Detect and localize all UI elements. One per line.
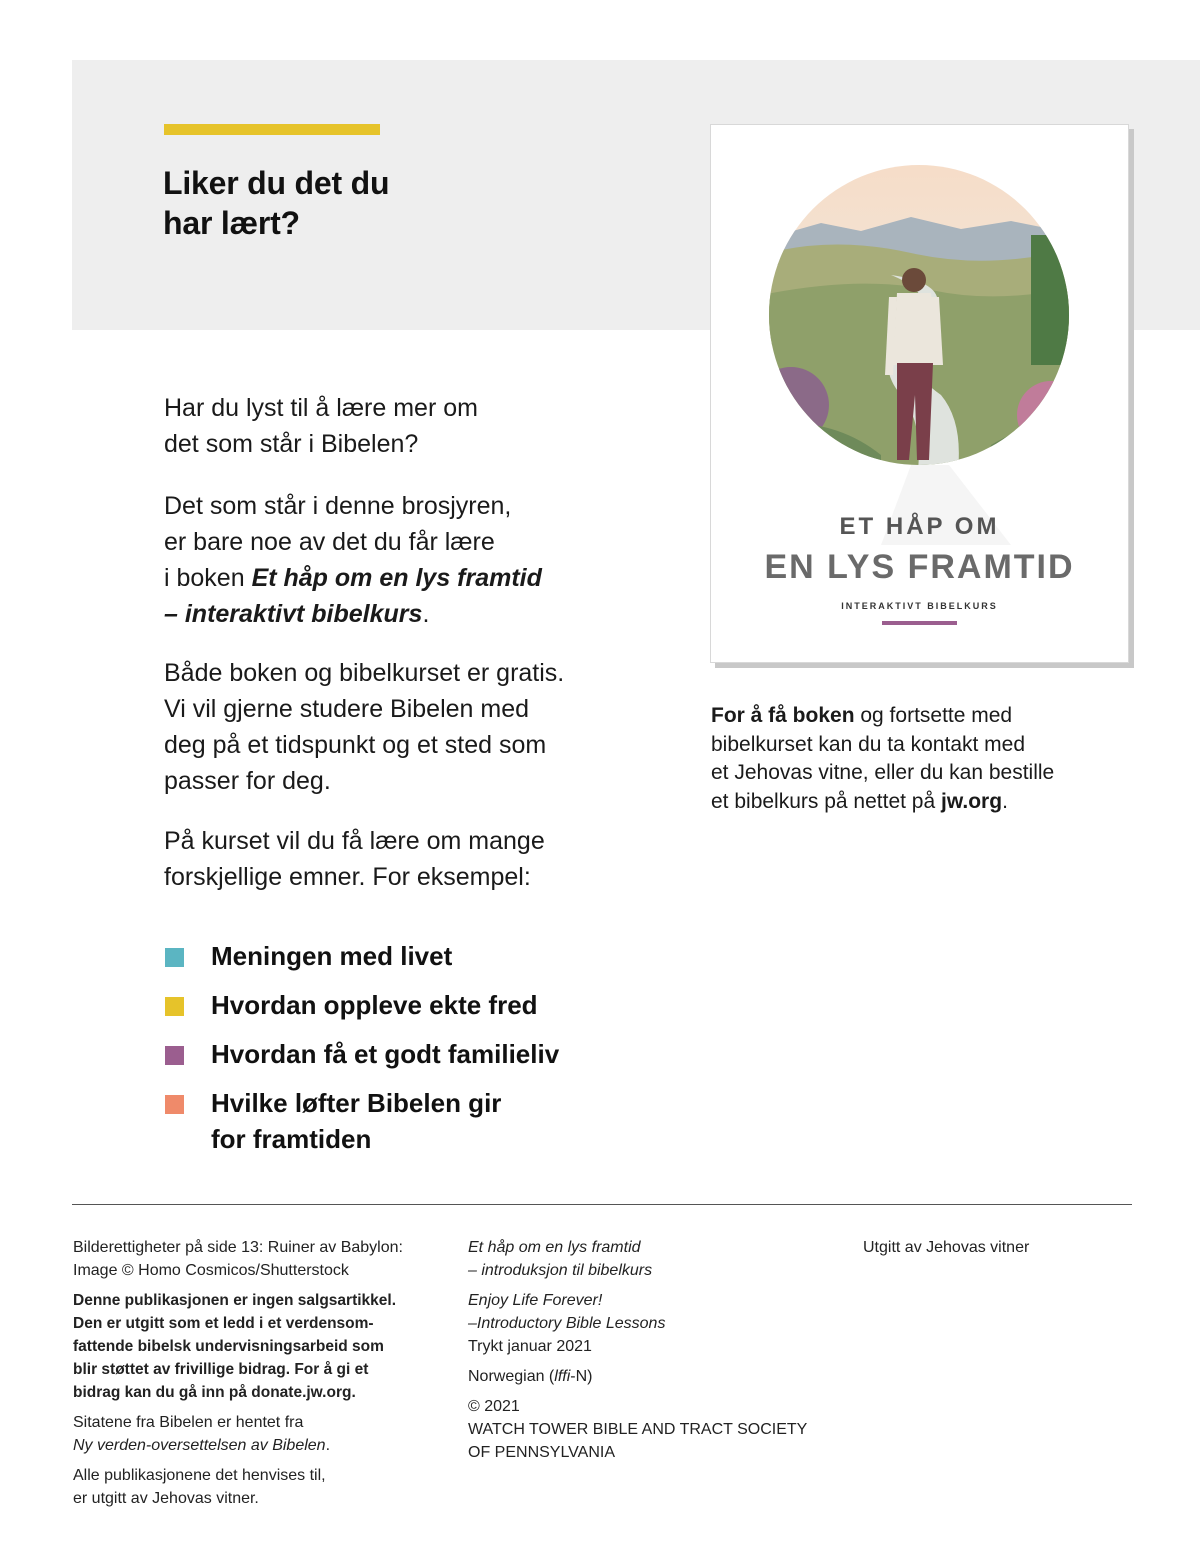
text-segment: . <box>422 600 430 628</box>
text-segment: . <box>1002 789 1008 813</box>
intro-paragraph-2 <box>164 488 542 632</box>
text-segment: Norwegian ( <box>468 1368 555 1385</box>
bullet-square <box>165 948 184 967</box>
text-line: Meningen med livet <box>211 941 453 971</box>
topic-label <box>211 1085 501 1157</box>
accent-bar <box>164 124 380 135</box>
text-line: Hvordan få et godt familieliv <box>211 1039 560 1069</box>
text-line <box>711 702 1131 731</box>
text-line: WATCH TOWER BIBLE AND TRACT SOCIETY <box>468 1421 808 1438</box>
text-line: Image © Homo Cosmicos/Shutterstock <box>73 1262 349 1279</box>
bible-quote-source <box>73 1411 453 1457</box>
text-line: deg på et tidspunkt og et sted som <box>164 731 547 759</box>
text-segment: . <box>325 1437 331 1454</box>
text-line: –Introductory Bible Lessons <box>468 1315 666 1332</box>
publication-title-no <box>468 1236 848 1282</box>
text-line: passer for deg. <box>164 767 331 795</box>
intro-paragraph-3 <box>164 655 564 799</box>
publication-title-en <box>468 1289 848 1358</box>
order-lead: For å få boken <box>711 704 855 727</box>
text-line: et Jehovas vitne, eller du kan bestille <box>711 761 1055 784</box>
text-line: for framtiden <box>211 1124 372 1154</box>
text-line: Bilderettigheter på side 13: Ruiner av Babylon: <box>73 1239 403 1256</box>
intro-text <box>164 390 634 891</box>
footer-column-1 <box>73 1236 453 1517</box>
cover-subtitle: INTERAKTIVT BIBELKURS <box>841 601 998 611</box>
book-subtitle: – interaktivt bibelkurs <box>164 600 423 628</box>
topic-label <box>211 987 538 1023</box>
heading-line: har lært? <box>163 205 300 241</box>
text-line: OF PENNSYLVANIA <box>468 1444 615 1461</box>
text-line <box>73 1434 453 1457</box>
text-line: Alle publikasjonene det henvises til, <box>73 1467 326 1484</box>
intro-paragraph-1 <box>164 390 634 462</box>
text-segment: et bibelkurs på nettet på <box>711 789 941 813</box>
topic-label <box>211 1036 559 1072</box>
text-line: er bare noe av det du får lære <box>164 528 495 556</box>
lang-code: lffi <box>554 1368 571 1385</box>
cover-title-line2: EN LYS FRAMTID <box>764 548 1075 586</box>
bullet-square <box>165 1046 184 1065</box>
bible-title: Ny verden-oversettelsen av Bibelen <box>73 1437 326 1454</box>
text-line: På kurset vil du få lære om mange <box>164 827 545 855</box>
intro-paragraph-4 <box>164 823 545 895</box>
text-line: © 2021 <box>468 1398 520 1415</box>
text-segment: -N) <box>570 1368 593 1385</box>
language-code <box>468 1365 848 1388</box>
image-credits <box>73 1236 453 1282</box>
footer-column-3 <box>863 1236 1163 1259</box>
text-line: Hvordan oppleve ekte fred <box>211 990 538 1020</box>
publications-note <box>73 1464 453 1510</box>
print-date: Trykt januar 2021 <box>468 1338 592 1355</box>
donation-notice <box>73 1289 453 1404</box>
text-line <box>468 1365 848 1388</box>
bullet-square <box>165 997 184 1016</box>
order-info <box>711 702 1131 816</box>
text-line: Har du lyst til å lære mer om <box>164 394 478 422</box>
text-line: det som står i Bibelen? <box>164 430 419 458</box>
text-line <box>164 560 542 596</box>
text-line <box>164 596 542 632</box>
website-link[interactable]: jw.org <box>941 789 1003 813</box>
text-line: forskjellige emner. For eksempel: <box>164 863 531 891</box>
text-line: Det som står i denne brosjyren, <box>164 492 512 520</box>
book-cover[interactable] <box>710 124 1129 663</box>
text-line: Et håp om en lys framtid <box>468 1239 641 1256</box>
topic-label <box>211 938 452 974</box>
text-line: bidrag kan du gå inn på donate.jw.org. <box>73 1384 356 1401</box>
cover-title-line1: ET HÅP OM <box>839 513 1000 540</box>
text-line: Denne publikasjonen er ingen salgsartikkel. <box>73 1292 397 1309</box>
footer-column-2 <box>468 1236 848 1471</box>
footer-divider <box>72 1204 1132 1205</box>
text-line: Vi vil gjerne studere Bibelen med <box>164 695 530 723</box>
text-line: bibelkurset kan du ta kontakt med <box>711 732 1026 756</box>
publisher: Utgitt av Jehovas vitner <box>863 1239 1030 1256</box>
copyright <box>468 1395 848 1464</box>
text-line: Både boken og bibelkurset er gratis. <box>164 659 565 687</box>
bullet-square <box>165 1095 184 1114</box>
text-line: er utgitt av Jehovas vitner. <box>73 1490 259 1507</box>
cover-accent-bar <box>882 621 957 625</box>
text-line: – introduksjon til bibelkurs <box>468 1262 653 1279</box>
text-line: blir støttet av frivillige bidrag. For å gi et <box>73 1361 369 1378</box>
heading-line: Liker du det du <box>163 165 390 201</box>
text-segment: og fortsette med <box>854 704 1013 727</box>
page-heading <box>163 163 389 243</box>
text-line: Den er utgitt som et ledd i et verdensom- <box>73 1315 374 1332</box>
text-line: fattende bibelsk undervisningsarbeid som <box>73 1338 384 1355</box>
book-title: Et håp om en lys framtid <box>251 564 542 592</box>
text-segment: i boken <box>164 564 252 592</box>
text-line <box>711 788 1131 817</box>
text-line: Sitatene fra Bibelen er hentet fra <box>73 1414 304 1431</box>
text-line: Enjoy Life Forever! <box>468 1292 603 1309</box>
text-line: Hvilke løfter Bibelen gir <box>211 1088 502 1118</box>
